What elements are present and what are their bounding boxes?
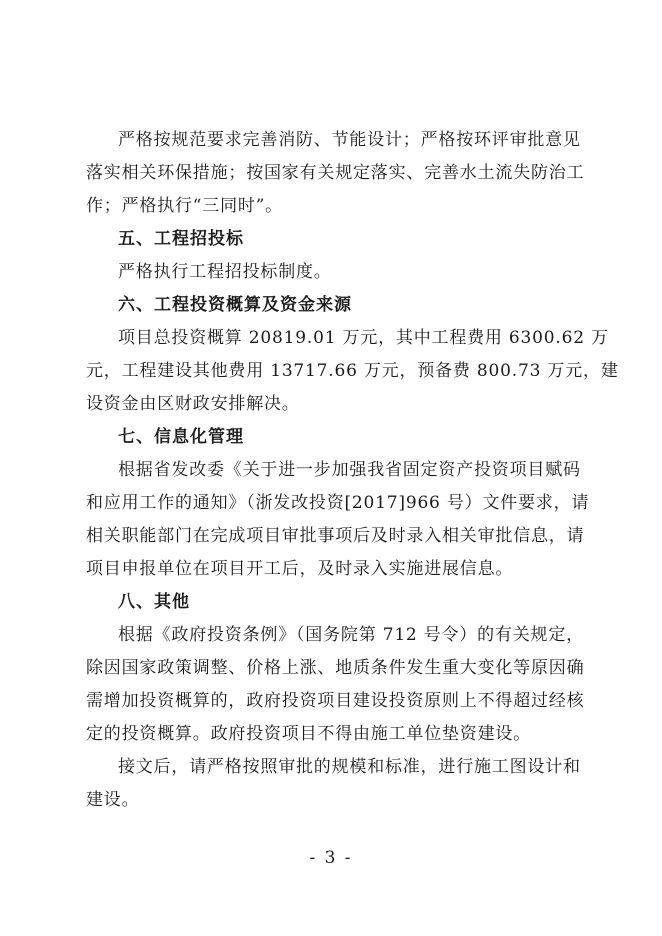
paragraph-line: 需增加投资概算的，政府投资项目建设投资原则上不得超过经核 — [86, 691, 585, 711]
paragraph-line: 设资金由区财政安排解决。 — [86, 394, 300, 414]
section-heading: 五、工程招投标 — [118, 229, 244, 249]
paragraph-line: 和应用工作的通知》（浙发改投资[2017]966 号）文件要求，请 — [86, 493, 590, 513]
section-heading: 七、信息化管理 — [118, 427, 244, 447]
paragraph-line: 根据省发改委《关于进一步加强我省固定资产投资项目赋码 — [118, 460, 581, 480]
paragraph-line: 严格按规范要求完善消防、节能设计；严格按环评审批意见 — [118, 130, 581, 150]
paragraph-line: 元，工程建设其他费用 13717.66 万元，预备费 800.73 万元，建 — [86, 361, 619, 381]
paragraph-line: 严格执行工程招投标制度。 — [118, 262, 332, 282]
paragraph-line: 建设。 — [86, 790, 140, 810]
paragraph-line: 定的投资概算。政府投资项目不得由施工单位垫资建设。 — [86, 724, 531, 744]
paragraph-line: 根据《政府投资条例》（国务院第 712 号令）的有关规定， — [118, 625, 584, 645]
paragraph-line: 项目总投资概算 20819.01 万元，其中工程费用 6300.62 万 — [118, 328, 609, 348]
paragraph-line: 接文后，请严格按照审批的规模和标准，进行施工图设计和 — [118, 757, 581, 777]
paragraph-line: 作；严格执行“三同时”。 — [86, 196, 283, 216]
paragraph-line: 相关职能部门在完成项目审批事项后及时录入相关审批信息，请 — [86, 526, 585, 546]
paragraph-line: 落实相关环保措施；按国家有关规定落实、完善水土流失防治工 — [86, 163, 585, 183]
paragraph-line: 项目申报单位在项目开工后，及时录入实施进展信息。 — [86, 559, 514, 579]
page-number: - 3 - — [309, 848, 353, 868]
paragraph-line: 除因国家政策调整、价格上涨、地质条件发生重大变化等原因确 — [86, 658, 585, 678]
section-heading: 八、其他 — [118, 592, 190, 612]
section-heading: 六、工程投资概算及资金来源 — [118, 295, 352, 315]
